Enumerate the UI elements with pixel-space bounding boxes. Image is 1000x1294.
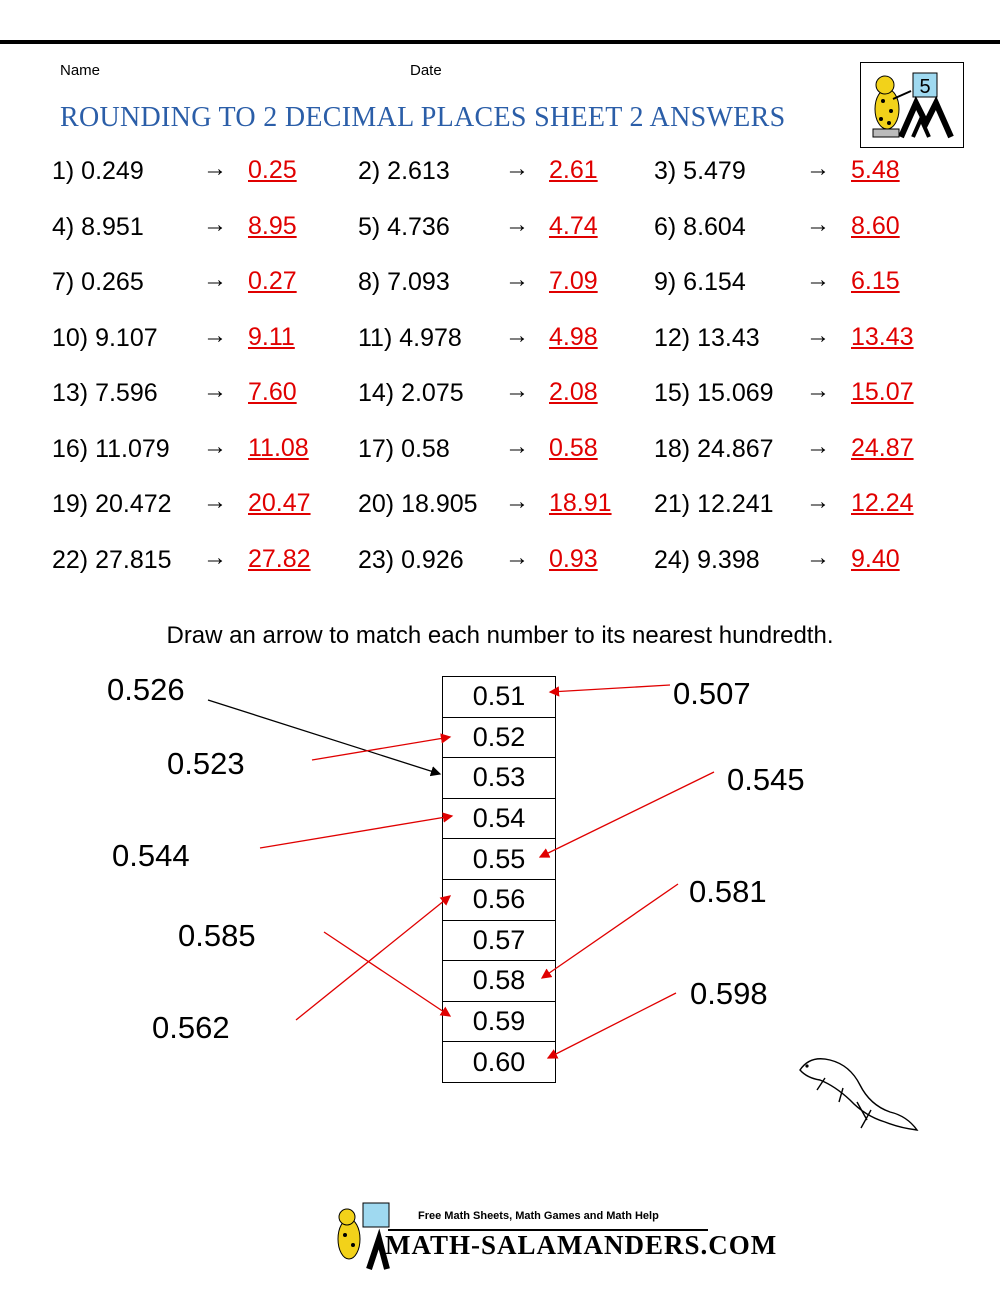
question-text: 15) 15.069 [654,379,774,407]
answer-text: 2.08 [549,378,598,406]
worksheet-title: ROUNDING TO 2 DECIMAL PLACES SHEET 2 ANSWERS [60,102,786,133]
answer-text: 0.58 [549,433,598,462]
arrow-icon: → [505,377,529,404]
question-text: 2) 2.613 [358,157,450,185]
answer-text: 0.25 [248,156,297,184]
arrow-icon: → [806,543,830,571]
arrow-icon: → [806,155,830,182]
arrow-icon: → [806,321,830,349]
answer-text: 0.93 [549,544,598,573]
question-text: 7) 0.265 [52,268,144,296]
arrow-icon: → [203,432,227,460]
match-arrow [550,685,670,692]
right-number: 0.545 [727,762,805,797]
question-text: 1) 0.249 [52,157,144,185]
question-text: 6) 8.604 [654,212,746,241]
right-number: 0.598 [690,976,768,1011]
column-cell: 0.56 [443,879,556,920]
question-text: 18) 24.867 [654,434,774,463]
arrow-icon: → [505,266,529,293]
arrow-icon: → [806,266,830,293]
column-cell: 0.57 [443,920,556,961]
name-label: Name [60,62,101,79]
answer-text: 15.07 [851,378,914,406]
arrow-icon: → [203,377,227,404]
question-text: 16) 11.079 [52,434,170,463]
arrow-icon: → [505,432,529,460]
column-cell: 0.53 [443,758,556,799]
answer-text: 8.95 [248,211,297,240]
question-text: 23) 0.926 [358,545,464,574]
column-cell: 0.59 [443,1001,556,1042]
answer-text: 4.74 [549,211,598,240]
answer-text: 12.24 [851,489,914,517]
question-text: 20) 18.905 [358,490,478,518]
column-cell: 0.52 [443,717,556,758]
logo-badge: 5 [919,76,931,98]
question-text: 4) 8.951 [52,212,144,241]
salamander-drawing [795,1050,920,1140]
answer-text: 20.47 [248,489,311,517]
left-number: 0.526 [107,672,185,707]
arrow-icon: → [203,321,227,349]
arrow-icon: → [505,155,529,182]
answer-text: 9.11 [248,322,295,351]
answer-text: 7.60 [248,378,297,406]
arrow-icon: → [806,432,830,460]
right-number: 0.581 [689,874,767,909]
arrow-icon: → [505,321,529,349]
left-number: 0.585 [178,918,256,953]
answer-text: 6.15 [851,267,900,295]
question-text: 22) 27.815 [52,545,172,574]
question-text: 9) 6.154 [654,268,746,296]
match-arrow [542,884,678,978]
arrow-icon: → [806,488,830,515]
date-label: Date [410,62,442,79]
arrow-icon: → [203,155,227,182]
footer-tagline: Free Math Sheets, Math Games and Math Help [418,1210,659,1222]
question-text: 3) 5.479 [654,157,746,185]
question-text: 24) 9.398 [654,545,760,574]
answer-text: 13.43 [851,322,914,351]
right-number: 0.507 [673,676,751,711]
match-arrow [208,700,440,774]
answer-text: 5.48 [851,156,900,184]
arrow-icon: → [203,266,227,293]
question-text: 17) 0.58 [358,434,450,463]
question-text: 12) 13.43 [654,323,760,352]
left-number: 0.544 [112,838,190,873]
answer-text: 2.61 [549,156,598,184]
question-text: 21) 12.241 [654,490,774,518]
question-text: 10) 9.107 [52,323,158,352]
arrow-icon: → [203,210,227,238]
arrow-icon: → [203,543,227,571]
arrow-icon: → [806,377,830,404]
left-number: 0.523 [167,746,245,781]
arrow-icon: → [505,488,529,515]
answer-text: 4.98 [549,322,598,351]
answer-text: 8.60 [851,211,900,240]
answer-text: 24.87 [851,433,914,462]
answer-text: 18.91 [549,489,612,517]
column-cell: 0.55 [443,839,556,880]
answer-text: 0.27 [248,267,297,295]
answer-text: 7.09 [549,267,598,295]
question-text: 5) 4.736 [358,212,450,241]
answer-text: 11.08 [248,433,309,462]
arrow-icon: → [203,488,227,515]
match-arrow [540,772,714,857]
question-text: 14) 2.075 [358,379,464,407]
answer-text: 27.82 [248,544,311,573]
question-text: 19) 20.472 [52,490,172,518]
arrow-icon: → [505,210,529,238]
footer-brand: MATH-SALAMANDERS.COM [385,1230,778,1260]
match-arrow [548,993,676,1058]
question-text: 8) 7.093 [358,268,450,296]
column-cell: 0.60 [443,1042,556,1083]
question-text: 13) 7.596 [52,379,158,407]
answer-text: 9.40 [851,544,900,573]
column-cell: 0.54 [443,798,556,839]
left-number: 0.562 [152,1010,230,1045]
arrow-icon: → [806,210,830,238]
match-arrow [260,816,452,848]
question-text: 11) 4.978 [358,323,462,352]
arrow-icon: → [505,543,529,571]
column-cell: 0.58 [443,961,556,1002]
match-arrow [324,932,450,1016]
match-arrow [296,896,450,1020]
matching-instruction: Draw an arrow to match each number to its nearest hundredth. [166,622,834,649]
column-cell: 0.51 [443,677,556,718]
